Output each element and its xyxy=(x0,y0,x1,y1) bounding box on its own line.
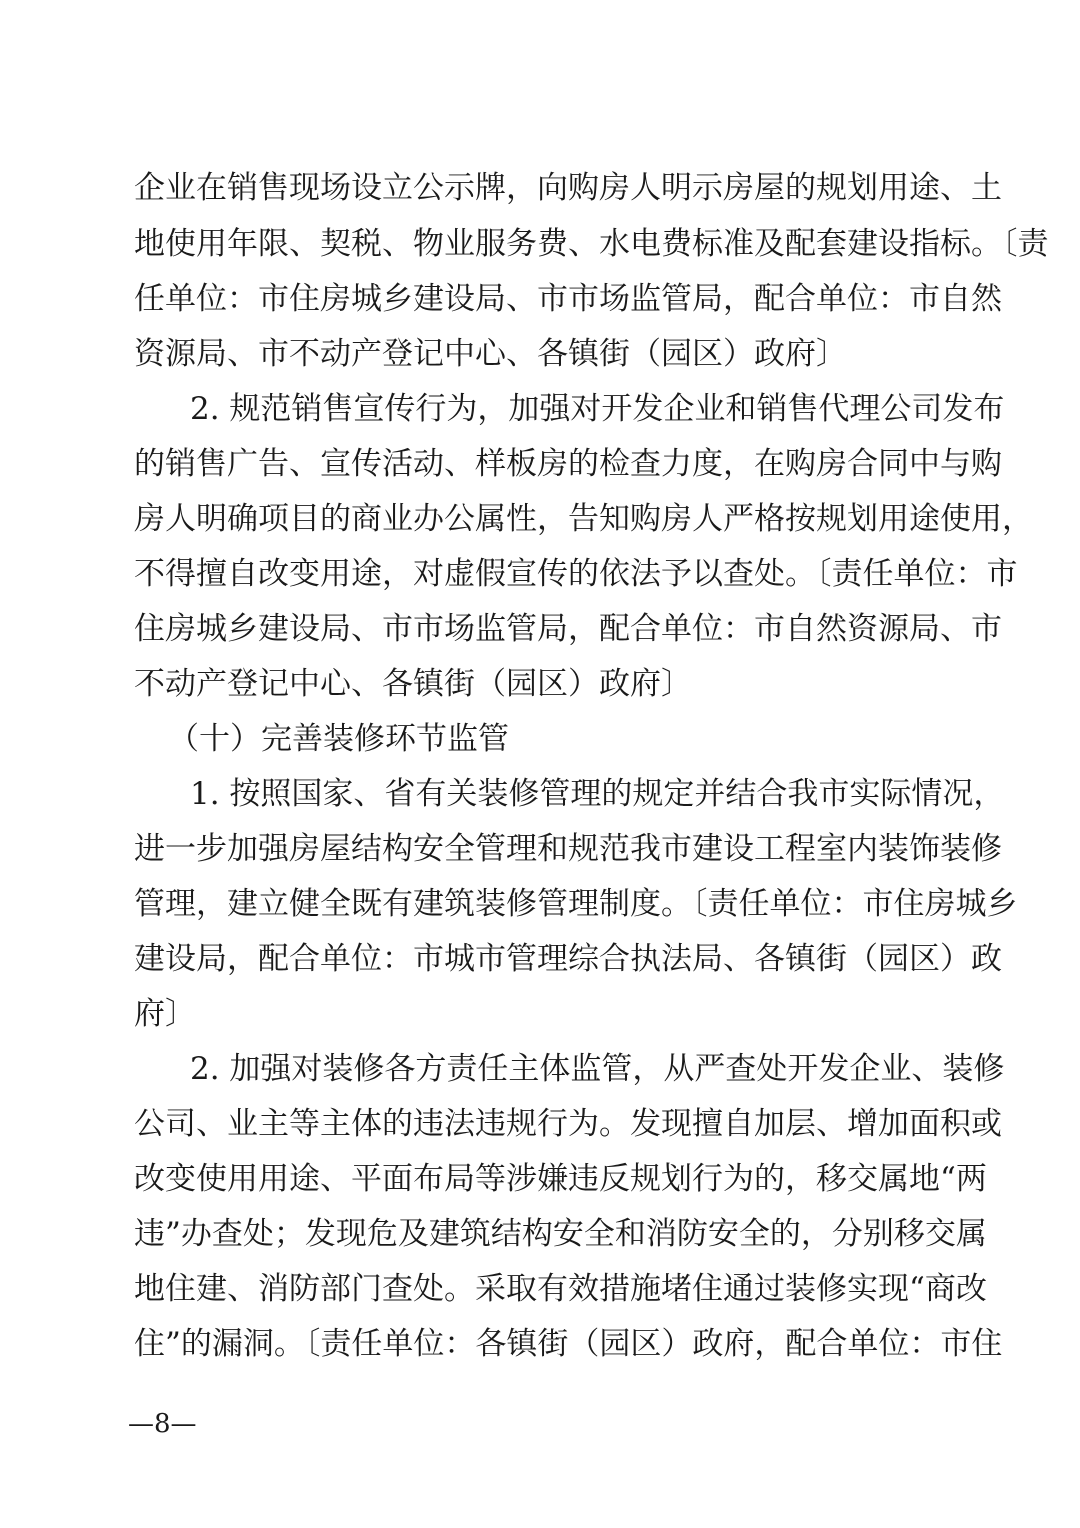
text-line: 住房城乡建设局、市市场监管局，配合单位：市自然资源局、市 xyxy=(134,611,1002,647)
paragraph-first-line: 2. 规范销售宣传行为，加强对开发企业和销售代理公司发布 xyxy=(190,391,1005,427)
text-line: 不动产登记中心、各镇街（园区）政府〕 xyxy=(134,666,692,702)
paragraph-first-line: 2. 加强对装修各方责任主体监管，从严查处开发企业、装修 xyxy=(190,1051,1005,1087)
paragraph-first-line: 1. 按照国家、省有关装修管理的规定并结合我市实际情况， xyxy=(190,776,1005,812)
text-line: 不得擅自改变用途，对虚假宣传的依法予以查处。〔责任单位：市 xyxy=(134,556,1018,592)
page-number: —8— xyxy=(128,1409,197,1439)
text-line: 企业在销售现场设立公示牌，向购房人明示房屋的规划用途、土 xyxy=(134,170,1002,206)
text-line: 建设局，配合单位：市城市管理综合执法局、各镇街（园区）政 xyxy=(134,941,1002,977)
text-line: 违”办查处；发现危及建筑结构安全和消防安全的，分别移交属 xyxy=(134,1216,987,1252)
text-line: 住”的漏洞。〔责任单位：各镇街（园区）政府，配合单位：市住 xyxy=(134,1326,1003,1362)
text-line: 进一步加强房屋结构安全管理和规范我市建设工程室内装饰装修 xyxy=(134,831,1002,867)
text-line: 府〕 xyxy=(134,996,196,1032)
text-line: 资源局、市不动产登记中心、各镇街（园区）政府〕 xyxy=(134,336,847,372)
text-line: 管理，建立健全既有建筑装修管理制度。〔责任单位：市住房城乡 xyxy=(134,886,1018,922)
text-line: 的销售广告、宣传活动、样板房的检查力度，在购房合同中与购 xyxy=(134,446,1002,482)
text-line: 公司、业主等主体的违法违规行为。发现擅自加层、增加面积或 xyxy=(134,1106,1002,1142)
text-line: 地住建、消防部门查处。采取有效措施堵住通过装修实现“商改 xyxy=(134,1271,987,1307)
text-line: 房人明确项目的商业办公属性，告知购房人严格按规划用途使用， xyxy=(134,501,1033,537)
text-line: 任单位：市住房城乡建设局、市市场监管局，配合单位：市自然 xyxy=(134,281,1002,317)
text-line: 改变使用用途、平面布局等涉嫌违反规划行为的，移交属地“两 xyxy=(134,1161,987,1197)
section-heading: （十）完善装修环节监管 xyxy=(168,721,509,757)
text-line: 地使用年限、契税、物业服务费、水电费标准及配套建设指标。〔责 xyxy=(134,226,1049,262)
